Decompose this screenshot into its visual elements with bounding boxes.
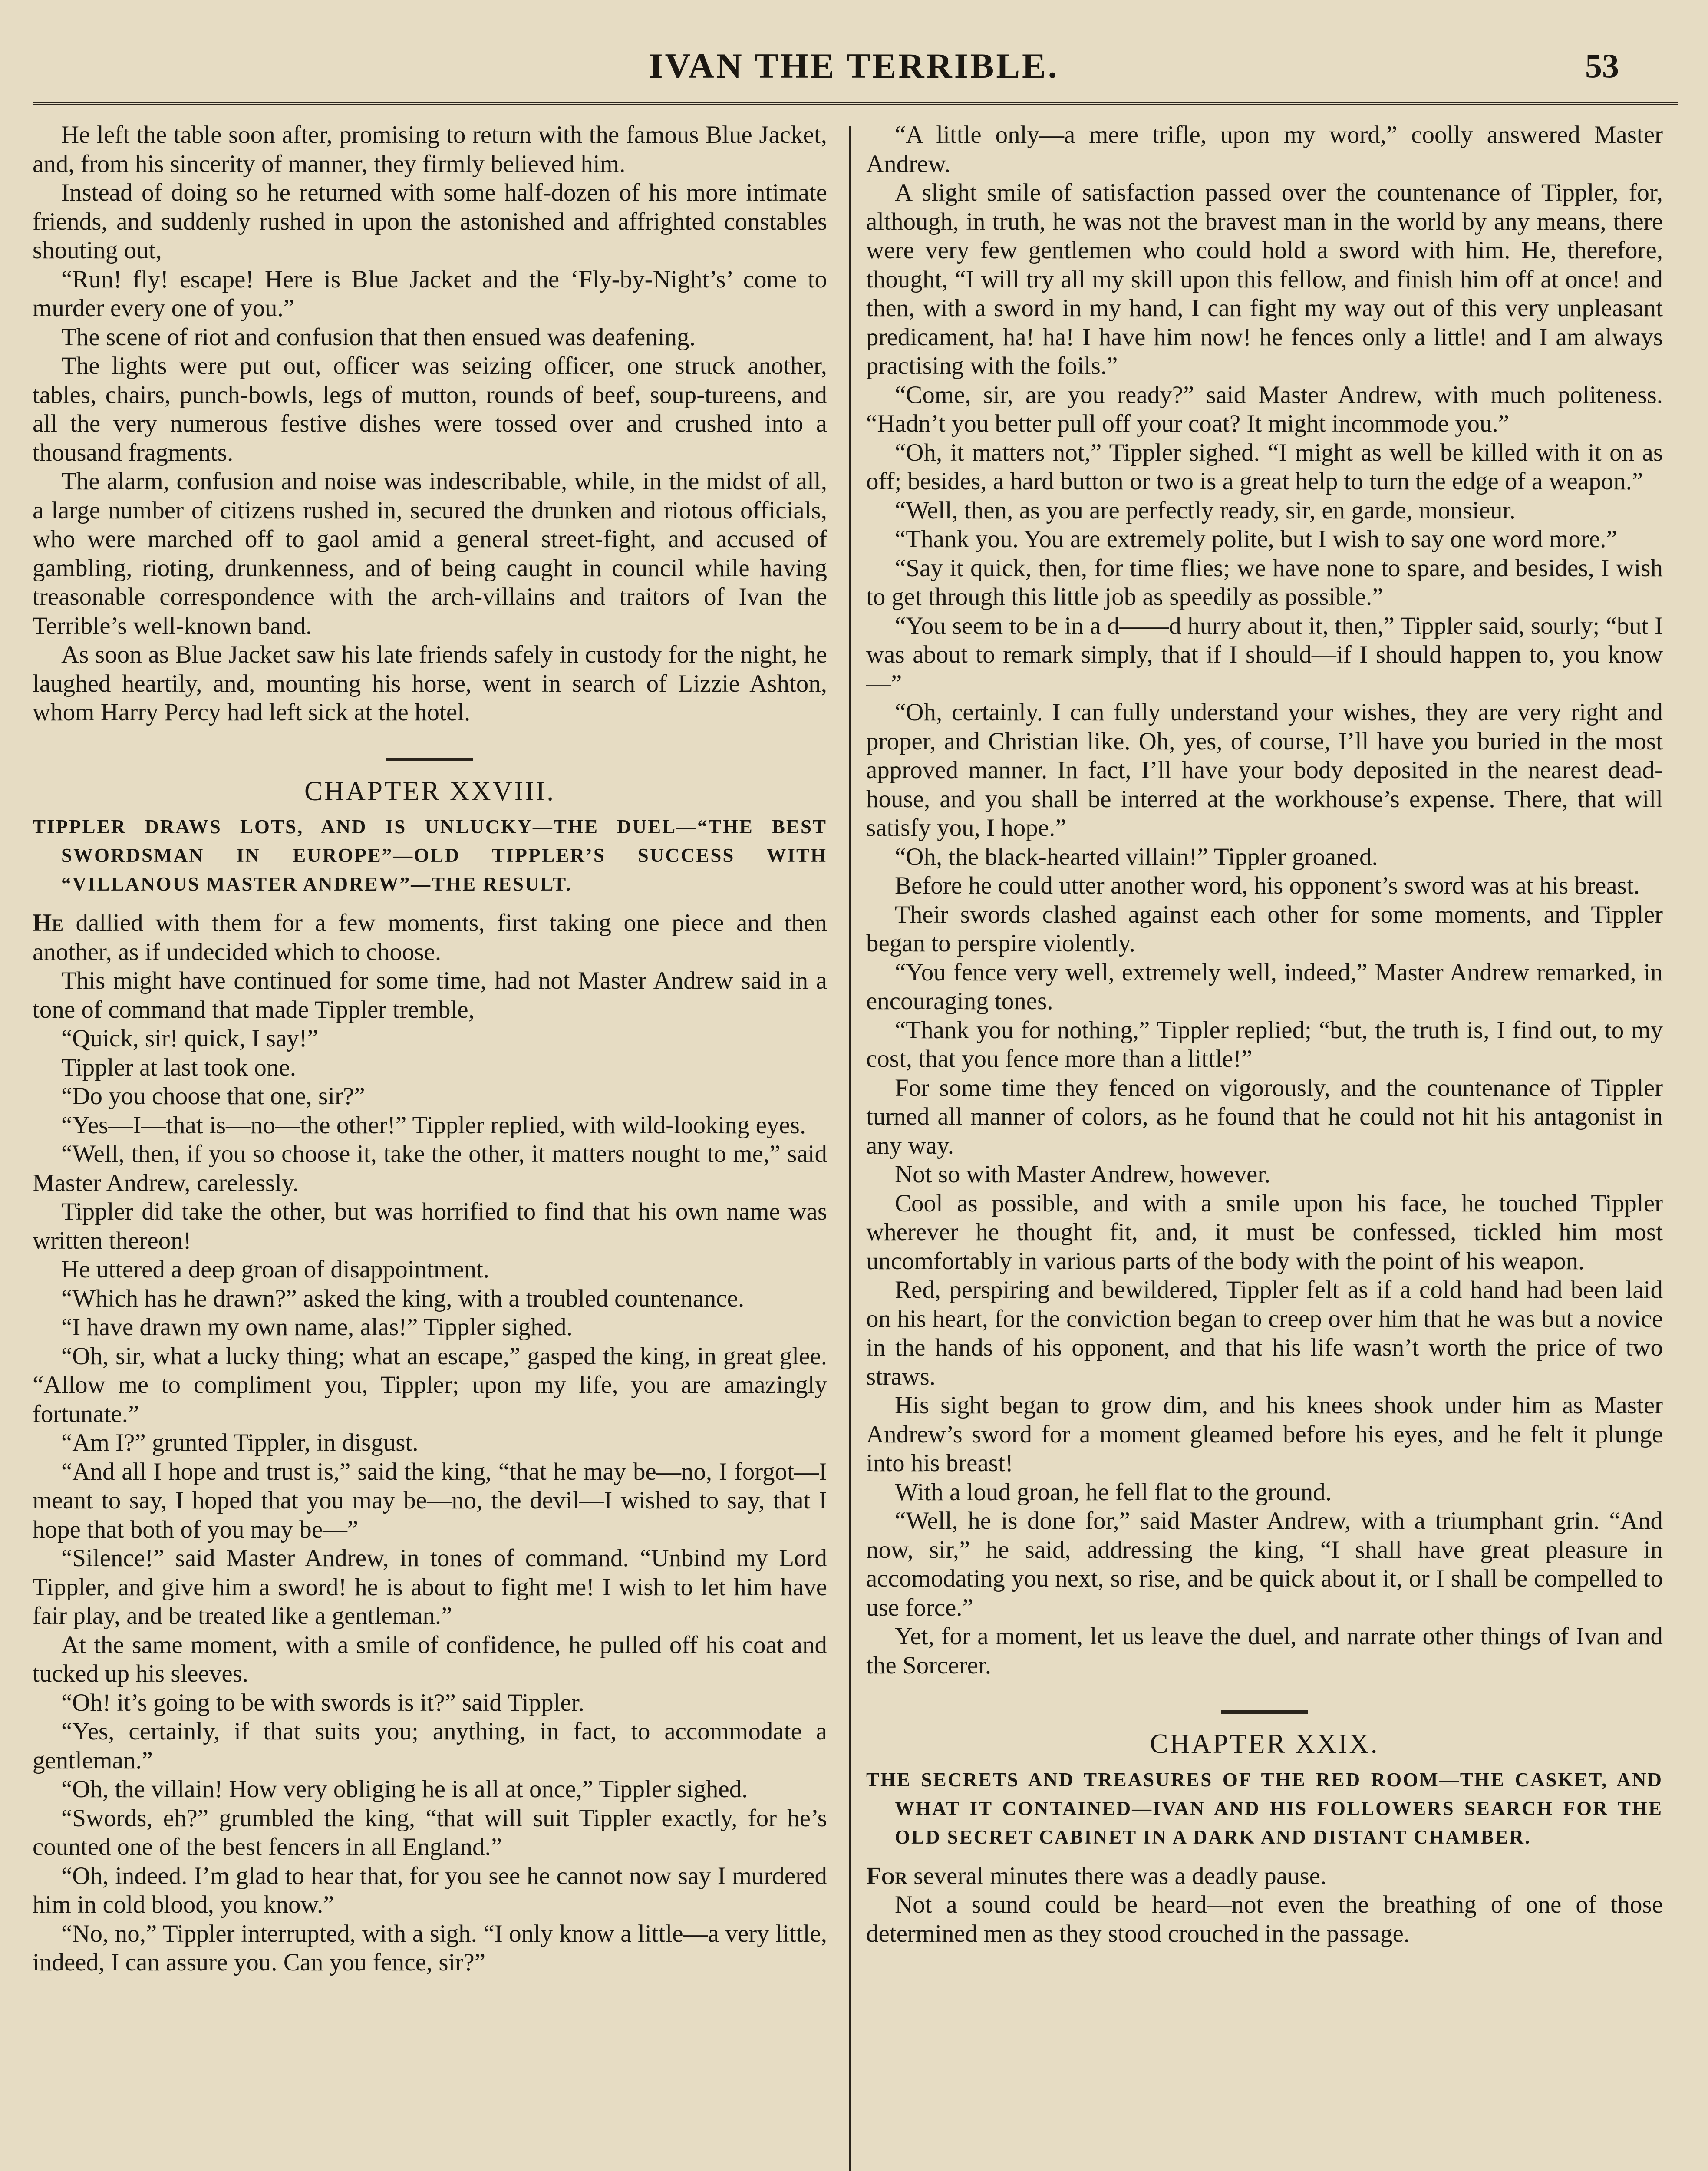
paragraph: Not a sound could be heard—not even the breathing of one of those determined men as they stood crouched in the passage. xyxy=(866,1891,1663,1947)
chapter-synopsis: THE SECRETS AND TREASURES OF THE RED ROOM—THE CASKET, AND WHAT IT CONTAINED—IVAN AND HIS FOLLOWERS SEARCH FOR THE OLD SECRET CABINET IN A DARK AND DISTANT CHAMBER. xyxy=(866,1768,1663,1848)
paragraph: “Oh, the villain! How very obliging he is all at once,” Tippler sighed. xyxy=(61,1775,748,1803)
paragraph: Tippler did take the other, but was horrified to find that his own name was written thereon! xyxy=(33,1198,827,1254)
paragraph: “Oh! it’s going to be with swords is it?” said Tippler. xyxy=(61,1689,584,1716)
chapter-heading: CHAPTER XXVIII. xyxy=(304,775,555,806)
paragraph: Red, perspiring and bewildered, Tippler felt as if a cold hand had been laid on his heart, for the conviction began to creep over him that he was but a novice in the hands of his opponent, and that his life wasn’t worth the price of two straws. xyxy=(866,1276,1663,1390)
paragraph: “Run! fly! escape! Here is Blue Jacket and the ‘Fly-by-Night’s’ come to murder every one of you.” xyxy=(33,265,827,322)
page-number: 53 xyxy=(1585,47,1619,85)
paragraph: Instead of doing so he returned with some half-dozen of his more intimate friends, and suddenly rushed in upon the astonished and affrighted constables shouting out, xyxy=(33,179,827,264)
paragraph: “Oh, indeed. I’m glad to hear that, for you see he cannot now say I murdered him in cold blood, you know.” xyxy=(33,1862,827,1918)
paragraph: “You fence very well, extremely well, indeed,” Master Andrew remarked, in encouraging tones. xyxy=(866,958,1663,1015)
opening-word: He xyxy=(33,909,64,937)
paragraph: For some time they fenced on vigorously, and the countenance of Tippler turned all manner of colors, as he found that he could not hit his antagonist in any way. xyxy=(866,1074,1663,1159)
paragraph: Yet, for a moment, let us leave the duel, and narrate other things of Ivan and the Sorcerer. xyxy=(866,1623,1663,1679)
chapter-opening-paragraph xyxy=(33,909,827,967)
paragraph: The lights were put out, officer was seizing officer, one struck another, tables, chairs, punch-bowls, legs of mutton, rounds of beef, soup-tureens, and all the very numerous festive dishes were tossed over and crushed into a thousand fragments. xyxy=(33,352,827,466)
paragraph: Cool as possible, and with a smile upon his face, he touched Tippler wherever he thought fit, and, it must be confessed, tickled him most uncomfortably in various parts of the body with the point of his weapon. xyxy=(866,1189,1663,1275)
paragraph: He uttered a deep groan of disappointment. xyxy=(61,1256,490,1283)
paragraph: A slight smile of satisfaction passed over the countenance of Tippler, for, although, in truth, he was not the bravest man in the world by any means, there were very few gentlemen who could hold a sword with him. He, therefore, thought, “I will try all my skill upon this fellow, and finish him off at once! and then, with a sword in my hand, I can fight my way out of this very unpleasant predicament, ha! ha! I have him now! he fences only a little! and I am always practising with the foils.” xyxy=(866,179,1663,379)
paragraph: Before he could utter another word, his opponent’s sword was at his breast. xyxy=(895,872,1640,899)
chapter-opening-paragraph xyxy=(866,1862,1663,1891)
paragraph: “Oh, it matters not,” Tippler sighed. “I might as well be killed with it on as off; besides, a hard button or two is a great help to turn the edge of a weapon.” xyxy=(866,439,1663,495)
paragraph: “Well, then, as you are perfectly ready, sir, en garde, monsieur. xyxy=(895,496,1516,524)
paragraph: “Come, sir, are you ready?” said Master Andrew, with much politeness. “Hadn’t you better pull off your coat? It might incommode you.” xyxy=(866,381,1663,437)
left-column xyxy=(33,121,827,1977)
paragraph: “Yes, certainly, if that suits you; anything, in fact, to accommodate a gentleman.” xyxy=(33,1718,827,1774)
right-column xyxy=(866,121,1663,1948)
header-rule xyxy=(33,102,1678,105)
paragraph: Not so with Master Andrew, however. xyxy=(895,1161,1271,1188)
left-paragraphs-before xyxy=(33,121,827,727)
right-paragraphs-after xyxy=(866,1891,1663,1948)
paragraph: At the same moment, with a smile of confidence, he pulled off his coat and tucked up his sleeves. xyxy=(33,1631,827,1687)
paragraph: With a loud groan, he fell flat to the ground. xyxy=(895,1478,1332,1506)
paragraph: The scene of riot and confusion that then ensued was deafening. xyxy=(61,323,696,351)
chapter-synopsis: TIPPLER DRAWS LOTS, AND IS UNLUCKY—THE DUEL—“THE BEST SWORDSMAN IN EUROPE”—OLD TIPPLER’S SUCCESS WITH “VILLANOUS MASTER ANDREW”—THE RESULT. xyxy=(33,816,827,895)
paragraph: “Well, then, if you so choose it, take the other, it matters nought to me,” said Master Andrew, carelessly. xyxy=(33,1140,827,1197)
paragraph: “You seem to be in a d——d hurry about it, then,” Tippler said, sourly; “but I was about to remark simply, that if I should—if I should happen to, you know—” xyxy=(866,612,1663,697)
paragraph: “I have drawn my own name, alas!” Tippler sighed. xyxy=(61,1313,573,1341)
right-paragraphs-before xyxy=(866,121,1663,1680)
paragraph: His sight began to grow dim, and his knees shook under him as Master Andrew’s sword for a moment gleamed before his eyes, and he felt it plunge into his breast! xyxy=(866,1392,1663,1477)
paragraph: “Quick, sir! quick, I say!” xyxy=(61,1025,318,1052)
running-head xyxy=(0,41,1708,98)
paragraph: “Thank you for nothing,” Tippler replied; “but, the truth is, I find out, to my cost, that you fence more than a little!” xyxy=(866,1016,1663,1072)
paragraph: “Oh, sir, what a lucky thing; what an escape,” gasped the king, in great glee. “Allow me to compliment you, Tippler; upon my life, you are amazingly fortunate.” xyxy=(33,1342,827,1428)
paragraph: “Silence!” said Master Andrew, in tones of command. “Unbind my Lord Tippler, and give him a sword! he is about to fight me! I wish to let him have fair play, and be treated like a gentleman.” xyxy=(33,1544,827,1630)
paragraph: “Thank you. You are extremely polite, but I wish to say one word more.” xyxy=(895,525,1617,553)
paragraph: “Swords, eh?” grumbled the king, “that will suit Tippler exactly, for he’s counted one of the best fencers in all England.” xyxy=(33,1804,827,1861)
paragraph: He left the table soon after, promising to return with the famous Blue Jacket, and, from his sincerity of manner, they firmly believed him. xyxy=(33,121,827,178)
section-rule xyxy=(1221,1710,1308,1714)
paragraph: Tippler at last took one. xyxy=(61,1053,296,1081)
paragraph: “Oh, the black-hearted villain!” Tippler groaned. xyxy=(895,843,1378,871)
paragraph: This might have continued for some time, had not Master Andrew said in a tone of command that made Tippler tremble, xyxy=(33,967,827,1023)
paragraph: “Do you choose that one, sir?” xyxy=(61,1082,365,1110)
paragraph: Their swords clashed against each other for some moments, and Tippler began to perspire violently. xyxy=(866,901,1663,957)
paragraph: As soon as Blue Jacket saw his late friends safely in custody for the night, he laughed heartily, and, mounting his horse, went in search of Lizzie Ashton, whom Harry Percy had left sick at the hotel. xyxy=(33,641,827,726)
paragraph: “And all I hope and trust is,” said the king, “that he may be—no, I forgot—I meant to say, I hoped that you may be—no, the devil—I wished to say, that I hope that both of you may be—” xyxy=(33,1458,827,1543)
chapter-heading: CHAPTER XXIX. xyxy=(1150,1729,1379,1759)
column-divider xyxy=(849,126,851,2171)
paragraph: “Oh, certainly. I can fully understand your wishes, they are very right and proper, and Christian like. Oh, yes, of course, I’ll have you buried in the most approved manner. In fact, I’ll have your body deposited in the nearest dead-house, and you shall be interred at the workhouse’s expense. There, that will satisfy you, I hope.” xyxy=(866,699,1663,841)
paragraph: “Well, he is done for,” said Master Andrew, with a triumphant grin. “And now, sir,” he said, addressing the king, “I shall have great pleasure in accomodating you next, so rise, and be quick about it, or I shall be compelled to use force.” xyxy=(866,1507,1663,1621)
paragraph: “Which has he drawn?” asked the king, with a troubled countenance. xyxy=(61,1284,745,1312)
opening-text: dallied with them for a few moments, first taking one piece and then another, as if undecided which to choose. xyxy=(33,909,827,966)
paragraph: The alarm, confusion and noise was indescribable, while, in the midst of all, a large number of citizens rushed in, secured the drunken and riotous officials, who were marched off to gaol amid a general street-fight, and accused of gambling, rioting, drunkenness, and of being caught in council while having treasonable correspondence with the arch-villains and traitors of Ivan the Terrible’s well-known band. xyxy=(33,468,827,640)
paragraph: “Am I?” grunted Tippler, in disgust. xyxy=(61,1429,419,1456)
opening-word: For xyxy=(866,1862,907,1890)
opening-text: several minutes there was a deadly pause. xyxy=(907,1862,1327,1890)
paragraph: “Yes—I—that is—no—the other!” Tippler replied, with wild-looking eyes. xyxy=(61,1111,806,1139)
paragraph: “A little only—a mere trifle, upon my word,” coolly answered Master Andrew. xyxy=(866,121,1663,178)
section-rule xyxy=(386,758,473,761)
left-paragraphs-after xyxy=(33,967,827,1977)
paragraph: “No, no,” Tippler interrupted, with a sigh. “I only know a little—a very little, indeed, I can assure you. Can you fence, sir?” xyxy=(33,1920,827,1976)
paragraph: “Say it quick, then, for time flies; we have none to spare, and besides, I wish to get through this little job as speedily as possible.” xyxy=(866,554,1663,610)
running-title: IVAN THE TERRIBLE. xyxy=(649,46,1059,86)
